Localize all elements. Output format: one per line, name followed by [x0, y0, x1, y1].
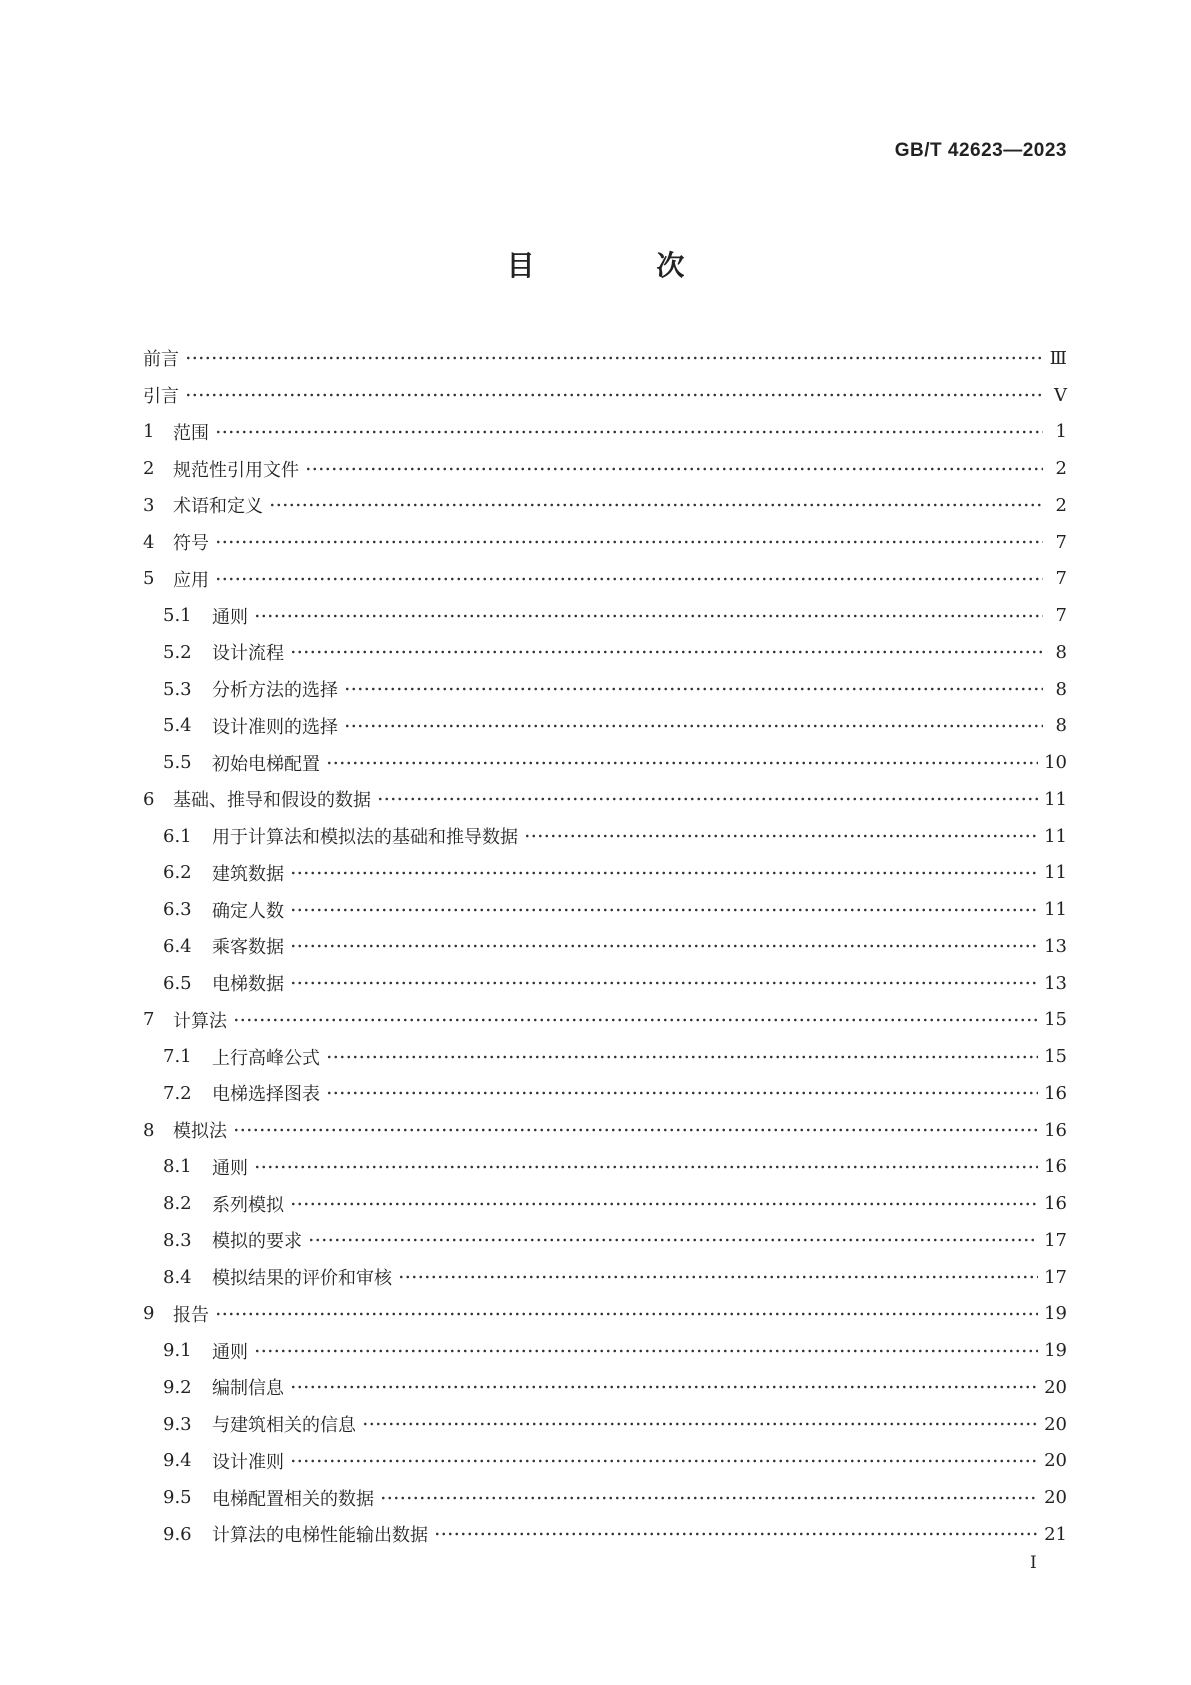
page-number: I — [1030, 1553, 1037, 1573]
dot-leader — [290, 1384, 1038, 1390]
toc-entry-label: 编制信息 — [212, 1378, 284, 1400]
toc-entry[interactable] — [143, 965, 1067, 1002]
standard-number: GB/T 42623—2023 — [894, 140, 1067, 161]
toc-entry-label: 设计准则 — [212, 1451, 284, 1473]
toc-entry[interactable] — [143, 1479, 1067, 1516]
toc-entry[interactable] — [143, 744, 1067, 781]
toc-entry-page: 20 — [1044, 1450, 1067, 1472]
dot-leader — [215, 429, 1043, 435]
toc-entry-page: 8 — [1055, 641, 1067, 663]
toc-entry-page: 13 — [1044, 935, 1067, 957]
toc-entry-page: 19 — [1044, 1340, 1067, 1362]
toc-entry-label: 初始电梯配置 — [212, 753, 320, 775]
toc-entry[interactable] — [143, 781, 1067, 818]
toc-entry-number: 8.1 — [163, 1156, 192, 1178]
toc-entry[interactable] — [143, 487, 1067, 524]
toc-entry-page: 8 — [1055, 678, 1067, 700]
toc-entry[interactable] — [143, 1112, 1067, 1149]
toc-entry-label: 设计流程 — [212, 643, 284, 665]
dot-leader — [326, 1054, 1038, 1060]
toc-entry[interactable] — [143, 1516, 1067, 1553]
dot-leader — [290, 907, 1038, 913]
toc-entry[interactable] — [143, 1332, 1067, 1369]
toc-entry-number: 9.2 — [163, 1376, 192, 1398]
toc-entry-page: 11 — [1044, 788, 1067, 810]
toc-entry-label: 通则 — [212, 1157, 248, 1179]
toc-entry-page: 2 — [1055, 458, 1067, 480]
toc-entry-label: 上行高峰公式 — [212, 1047, 320, 1069]
dot-leader — [269, 502, 1043, 508]
toc-entry[interactable] — [143, 891, 1067, 928]
toc-entry-page: Ⅴ — [1054, 384, 1067, 406]
toc-entry-page: 16 — [1044, 1156, 1067, 1178]
toc-entry[interactable] — [143, 634, 1067, 671]
toc-entry-number: 6.4 — [163, 935, 192, 957]
toc-entry-label: 电梯选择图表 — [212, 1084, 320, 1106]
toc-entry-label: 规范性引用文件 — [173, 459, 299, 481]
toc-entry[interactable] — [143, 818, 1067, 855]
toc-entry[interactable] — [143, 1038, 1067, 1075]
toc-entry-number: 6.1 — [163, 825, 192, 847]
dot-leader — [233, 1017, 1038, 1023]
toc-entry-page: 7 — [1055, 568, 1067, 590]
dot-leader — [185, 355, 1043, 361]
dot-leader — [344, 723, 1043, 729]
toc-entry-label: 分析方法的选择 — [212, 680, 338, 702]
dot-leader — [326, 1090, 1038, 1096]
dot-leader — [254, 613, 1043, 619]
dot-leader — [305, 466, 1043, 472]
toc-entry-number: 5.5 — [163, 752, 192, 774]
toc-entry-label: 建筑数据 — [212, 863, 284, 885]
dot-leader — [377, 796, 1038, 802]
toc-entry-label: 通则 — [212, 606, 248, 628]
toc-entry-number: 8.4 — [163, 1266, 192, 1288]
toc-entry[interactable] — [143, 671, 1067, 708]
toc-entry-label: 模拟的要求 — [212, 1231, 302, 1253]
dot-leader — [290, 1458, 1038, 1464]
toc-entry[interactable] — [143, 855, 1067, 892]
toc-entry-number: 2 — [143, 458, 155, 480]
toc-entry[interactable] — [143, 1369, 1067, 1406]
toc-entry-page: Ⅲ — [1049, 347, 1067, 369]
toc-entry-label: 引言 — [143, 386, 179, 408]
toc-entry-number: 9.1 — [163, 1340, 192, 1362]
toc-entry-page: 7 — [1055, 531, 1067, 553]
dot-leader — [215, 1311, 1038, 1317]
toc-entry-page: 1 — [1055, 421, 1067, 443]
toc-entry-label: 系列模拟 — [212, 1194, 284, 1216]
toc-entry-label: 通则 — [212, 1341, 248, 1363]
toc-entry-label: 乘客数据 — [212, 937, 284, 959]
toc-entry-label: 计算法的电梯性能输出数据 — [212, 1525, 428, 1547]
toc-entry[interactable] — [143, 1149, 1067, 1186]
dot-leader — [185, 392, 1043, 398]
toc-entry-number: 6 — [143, 788, 155, 810]
toc-entry-number: 6.5 — [163, 972, 192, 994]
toc-entry-label: 与建筑相关的信息 — [212, 1415, 356, 1437]
toc-entry-label: 应用 — [173, 569, 209, 591]
toc-entry-number: 5.1 — [163, 605, 192, 627]
dot-leader — [290, 870, 1038, 876]
toc-entry-number: 8 — [143, 1119, 155, 1141]
table-of-contents — [143, 340, 1067, 1553]
toc-entry-page: 20 — [1044, 1413, 1067, 1435]
toc-entry-label: 基础、推导和假设的数据 — [173, 790, 371, 812]
toc-entry[interactable] — [143, 928, 1067, 965]
toc-entry[interactable] — [143, 1296, 1067, 1333]
toc-entry-label: 报告 — [173, 1304, 209, 1326]
toc-entry[interactable] — [143, 708, 1067, 745]
toc-entry[interactable] — [143, 1406, 1067, 1443]
toc-entry-number: 7.1 — [163, 1046, 192, 1068]
toc-entry-page: 10 — [1044, 752, 1067, 774]
toc-entry[interactable] — [143, 597, 1067, 634]
toc-entry-page: 19 — [1044, 1303, 1067, 1325]
toc-entry[interactable] — [143, 524, 1067, 561]
dot-leader — [434, 1531, 1038, 1537]
toc-entry-number: 7.2 — [163, 1082, 192, 1104]
toc-entry-label: 符号 — [173, 533, 209, 555]
toc-entry-page: 15 — [1044, 1046, 1067, 1068]
toc-entry-number: 9.4 — [163, 1450, 192, 1472]
toc-entry[interactable] — [143, 1222, 1067, 1259]
toc-entry[interactable] — [143, 1075, 1067, 1112]
dot-leader — [290, 980, 1038, 986]
toc-entry-label: 电梯配置相关的数据 — [212, 1488, 374, 1510]
dot-leader — [524, 833, 1038, 839]
toc-entry[interactable] — [143, 340, 1067, 377]
toc-entry-page: 11 — [1044, 825, 1067, 847]
toc-entry-number: 5.4 — [163, 715, 192, 737]
toc-entry[interactable] — [143, 450, 1067, 487]
toc-entry-number: 5.2 — [163, 641, 192, 663]
toc-entry-page: 17 — [1044, 1229, 1067, 1251]
dot-leader — [254, 1348, 1038, 1354]
toc-entry-label: 设计准则的选择 — [212, 716, 338, 738]
dot-leader — [362, 1421, 1038, 1427]
toc-entry-number: 1 — [143, 421, 155, 443]
dot-leader — [233, 1127, 1038, 1133]
toc-entry-label: 确定人数 — [212, 900, 284, 922]
toc-entry-number: 3 — [143, 494, 155, 516]
dot-leader — [290, 649, 1043, 655]
dot-leader — [326, 760, 1038, 766]
toc-entry-number: 5 — [143, 568, 155, 590]
toc-entry-number: 9.6 — [163, 1523, 192, 1545]
dot-leader — [215, 539, 1043, 545]
toc-entry-page: 7 — [1055, 605, 1067, 627]
toc-entry-page: 13 — [1044, 972, 1067, 994]
dot-leader — [308, 1237, 1038, 1243]
toc-entry-number: 8.2 — [163, 1193, 192, 1215]
toc-entry-number: 5.3 — [163, 678, 192, 700]
toc-entry-page: 20 — [1044, 1376, 1067, 1398]
toc-entry-page: 17 — [1044, 1266, 1067, 1288]
toc-entry-number: 9.5 — [163, 1487, 192, 1509]
toc-entry-page: 15 — [1044, 1009, 1067, 1031]
toc-entry-label: 范围 — [173, 422, 209, 444]
toc-entry-number: 6.2 — [163, 862, 192, 884]
toc-entry-page: 8 — [1055, 715, 1067, 737]
dot-leader — [344, 686, 1043, 692]
toc-entry-page: 20 — [1044, 1487, 1067, 1509]
dot-leader — [290, 1201, 1038, 1207]
toc-entry-label: 前言 — [143, 349, 179, 371]
toc-entry-label: 计算法 — [173, 1010, 227, 1032]
toc-entry-page: 16 — [1044, 1082, 1067, 1104]
toc-entry-label: 术语和定义 — [173, 496, 263, 518]
toc-entry-page: 21 — [1044, 1523, 1067, 1545]
toc-entry-page: 16 — [1044, 1119, 1067, 1141]
dot-leader — [290, 943, 1038, 949]
dot-leader — [398, 1274, 1038, 1280]
dot-leader — [215, 576, 1043, 582]
toc-entry-page: 11 — [1044, 899, 1067, 921]
toc-entry[interactable] — [143, 1185, 1067, 1222]
toc-entry-page: 2 — [1055, 494, 1067, 516]
toc-entry-page: 16 — [1044, 1193, 1067, 1215]
toc-entry[interactable] — [143, 377, 1067, 414]
toc-entry-number: 4 — [143, 531, 155, 553]
toc-entry-number: 8.3 — [163, 1229, 192, 1251]
toc-entry-number: 6.3 — [163, 899, 192, 921]
toc-entry-label: 模拟法 — [173, 1121, 227, 1143]
toc-entry-number: 9.3 — [163, 1413, 192, 1435]
toc-entry[interactable] — [143, 1443, 1067, 1480]
toc-entry[interactable] — [143, 414, 1067, 451]
toc-entry-number: 9 — [143, 1303, 155, 1325]
toc-entry-label: 模拟结果的评价和审核 — [212, 1268, 392, 1290]
toc-entry[interactable] — [143, 1002, 1067, 1039]
page-title: 目 次 — [506, 249, 741, 282]
toc-entry[interactable] — [143, 1259, 1067, 1296]
toc-entry-label: 用于计算法和模拟法的基础和推导数据 — [212, 827, 518, 849]
dot-leader — [380, 1495, 1038, 1501]
toc-entry[interactable] — [143, 561, 1067, 598]
dot-leader — [254, 1164, 1038, 1170]
toc-entry-number: 7 — [143, 1009, 155, 1031]
toc-entry-page: 11 — [1044, 862, 1067, 884]
toc-entry-label: 电梯数据 — [212, 974, 284, 996]
